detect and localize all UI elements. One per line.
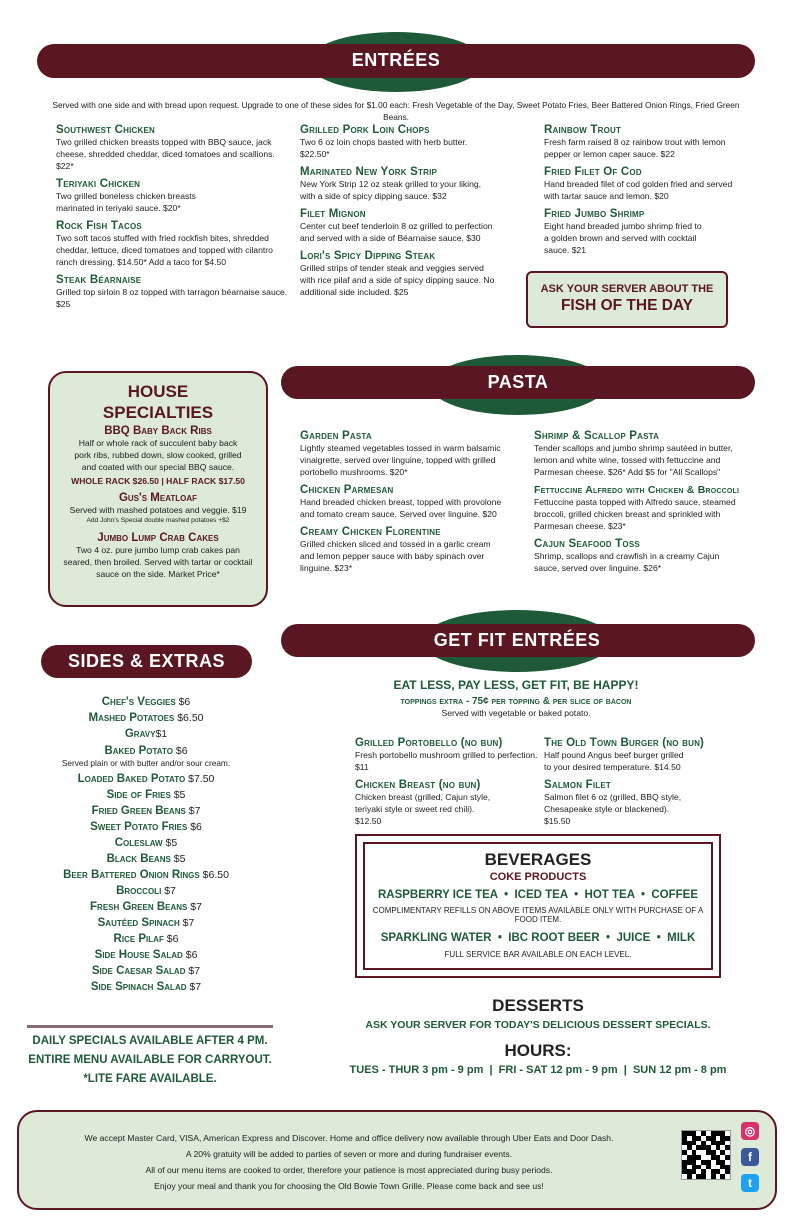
daily-divider	[27, 1025, 273, 1028]
pasta-col-2	[534, 430, 758, 580]
entrees-col-1	[56, 124, 288, 316]
sides-list	[40, 694, 252, 995]
side-price: $7	[182, 917, 195, 929]
house-title-2: SPECIALTIES	[102, 403, 214, 422]
house-item-name: Gus's Meatloaf	[118, 492, 198, 504]
list-item	[300, 166, 496, 202]
list-item	[534, 538, 758, 574]
item-name: Teriyaki Chicken	[56, 178, 141, 190]
item-desc: Grilled chicken sliced and tossed in a garlic cream and lemon pepper sauce with baby spinach over linguine. $23*	[300, 539, 491, 573]
entrees-col-2	[300, 124, 496, 304]
beverages-inner	[363, 842, 713, 970]
item-desc: Chicken breast (grilled, Cajun style, teriyaki style or sweet red chili). $12.50	[355, 792, 491, 826]
list-item	[40, 835, 252, 851]
daily-line-2: ENTIRE MENU AVAILABLE FOR CARRYOUT.	[28, 1054, 272, 1066]
house-item-price: WHOLE RACK $26.50 | HALF RACK $17.50	[71, 476, 245, 486]
list-item	[544, 779, 724, 827]
list-item	[40, 915, 252, 931]
side-price: $1	[155, 728, 168, 740]
item-name: Lori's Spicy Dipping Steak	[300, 250, 436, 262]
getfit-served: Served with vegetable or baked potato.	[441, 708, 591, 718]
daily-line-1: DAILY SPECIALS AVAILABLE AFTER 4 PM.	[32, 1035, 268, 1047]
fish-line-2: FISH OF THE DAY	[560, 297, 694, 314]
list-item	[40, 803, 252, 819]
item-desc: Fresh portobello mushroom grilled to perfection. $11	[355, 750, 538, 772]
list-item	[40, 883, 252, 899]
house-item-name: Jumbo Lump Crab Cakes	[97, 532, 219, 544]
item-desc: Two 6 oz loin chops basted with herb butter. $22.50*	[300, 137, 468, 159]
list-item	[40, 694, 252, 710]
item-name: Chicken Parmesan	[300, 484, 394, 496]
side-price: $7	[164, 885, 176, 897]
side-price: $6.50	[177, 712, 204, 724]
side-price: $6	[175, 745, 188, 757]
item-name: Steak Béarnaise	[56, 274, 142, 286]
item-desc: Tender scallops and jumbo shrimp sautéed in butter, lemon and white wine, tossed with fettuccine and Parmesan cheese. $26* Add $5 for "All Scallops"	[534, 443, 733, 477]
getfit-header	[300, 678, 732, 719]
item-name: Creamy Chicken Florentine	[300, 526, 441, 538]
side-name: Side Spinach Salad	[90, 981, 187, 993]
item-desc: Hand breaded chicken breast, topped with provolone and tomato cream sauce. Served over linguine. $20	[300, 497, 502, 519]
side-price: $7	[189, 981, 202, 993]
side-price: $5	[173, 853, 186, 865]
list-item	[40, 710, 252, 726]
desserts-section	[300, 996, 776, 1076]
list-item	[300, 526, 504, 574]
list-item	[40, 771, 252, 787]
entrees-title: ENTRÉES	[351, 50, 441, 70]
side-price: $6	[185, 949, 198, 961]
house-item-desc: Served with mashed potatoes and veggie. $19	[69, 505, 247, 515]
hours-text: TUES - THUR 3 pm - 9 pm | FRI - SAT 12 pm - 9 pm | SUN 12 pm - 8 pm	[349, 1064, 727, 1076]
list-item	[300, 208, 496, 244]
side-price: $6	[178, 696, 191, 708]
hours-title: HOURS:	[504, 1041, 572, 1060]
item-desc: Grilled top sirloin 8 oz topped with tarragon béarnaise sauce. $25	[56, 287, 288, 309]
pasta-title: PASTA	[487, 372, 549, 392]
side-name: Side of Fries	[106, 789, 171, 801]
footer-line-2: A 20% gratuity will be added to parties of seven or more and during fundraiser events.	[185, 1149, 513, 1159]
desserts-title: DESSERTS	[492, 996, 584, 1015]
item-name: Rainbow Trout	[544, 124, 622, 136]
side-name: Fresh Green Beans	[90, 901, 188, 913]
house-item-desc: Two 4 oz. pure jumbo lump crab cakes pan seared, then broiled. Served with tartar or cocktail sauce on the side. Market Price*	[63, 545, 253, 579]
qr-code-icon[interactable]	[681, 1130, 731, 1180]
entrees-col-3	[544, 124, 744, 262]
item-desc: Two soft tacos stuffed with fried rockfish bites, shredded cheddar, lettuce, diced tomatoes and topped with cilantro ranch dressing. $14.50* Add a taco for $4.50	[56, 233, 273, 267]
item-name: Fettuccine Alfredo with Chicken & Broccoli	[534, 484, 740, 496]
list-item	[20, 867, 272, 883]
beverages-title: BEVERAGES	[484, 850, 592, 869]
fish-line-1: ASK YOUR SERVER ABOUT THE	[540, 283, 714, 295]
list-item	[40, 931, 252, 947]
item-desc: Eight hand breaded jumbo shrimp fried to a golden brown and served with cocktail sauce. $21	[544, 221, 702, 255]
side-name: Side Caesar Salad	[91, 965, 186, 977]
item-desc: Lightly steamed vegetables tossed in warm balsamic vinaigrette, served over linguine, topped with grilled portobello mushrooms. $20*	[300, 443, 501, 477]
list-item	[544, 166, 744, 202]
item-name: Rock Fish Tacos	[56, 220, 142, 232]
sides-title: SIDES & EXTRAS	[67, 651, 226, 671]
list-item	[40, 726, 252, 742]
side-name: Rice Pilaf	[113, 933, 164, 945]
footer-line-3: All of our menu items are cooked to order, therefore your patience is most appreciated during busy periods.	[145, 1165, 553, 1175]
item-name: Grilled Pork Loin Chops	[300, 124, 430, 136]
list-item	[40, 787, 252, 803]
list-item	[534, 484, 758, 532]
item-desc: Fresh farm raised 8 oz rainbow trout with lemon pepper or lemon caper sauce. $22	[544, 137, 726, 159]
daily-specials	[22, 1032, 278, 1089]
daily-line-3: *LITE FARE AVAILABLE.	[83, 1073, 217, 1085]
item-desc: Salmon filet 6 oz (grilled, BBQ style, Chesapeake style or blackened). $15.50	[544, 792, 682, 826]
list-item	[56, 124, 284, 172]
side-note: Served plain or with butter and/or sour cream.	[61, 758, 231, 768]
beverages-box	[355, 834, 721, 978]
item-name: Fried Filet Of Cod	[544, 166, 642, 178]
item-name: Chicken Breast (no bun)	[355, 779, 481, 791]
item-name: Fried Jumbo Shrimp	[544, 208, 645, 220]
list-item	[534, 430, 758, 478]
list-item	[40, 947, 252, 963]
beverages-line-1: RASPBERRY ICE TEA • ICED TEA • HOT TEA • COFFEE	[377, 889, 699, 901]
side-name: Loaded Baked Potato	[77, 773, 186, 785]
list-item	[355, 779, 545, 827]
beverages-bar: FULL SERVICE BAR AVAILABLE ON EACH LEVEL.	[444, 950, 632, 959]
item-name: Grilled Portobello (no bun)	[355, 737, 503, 749]
side-name: Sweet Potato Fries	[90, 821, 188, 833]
item-name: Shrimp & Scallop Pasta	[534, 430, 660, 442]
list-item	[355, 737, 545, 773]
fish-of-the-day-box	[526, 271, 728, 328]
list-item	[300, 124, 496, 160]
list-item	[40, 819, 252, 835]
side-name: Mashed Potatoes	[88, 712, 175, 724]
list-item	[40, 963, 252, 979]
list-item	[544, 737, 724, 773]
side-name: Broccoli	[116, 885, 162, 897]
list-item	[40, 899, 252, 915]
list-item	[40, 744, 252, 758]
footer-text	[49, 1130, 649, 1194]
item-name: Filet Mignon	[300, 208, 366, 220]
side-name: Chef's Veggies	[101, 696, 176, 708]
beverages-line-2: SPARKLING WATER • IBC ROOT BEER • JUICE • MILK	[380, 932, 696, 944]
footer-line-4: Enjoy your meal and thank you for choosing the Old Bowie Town Grille. Please come back and see us!	[154, 1181, 544, 1191]
house-item-desc: Half or whole rack of succulent baby back pork ribs, rubbed down, slow cooked, grilled and coated with our special BBQ sauce.	[74, 438, 242, 472]
side-price: $6.50	[202, 869, 229, 881]
instagram-icon[interactable]: ◎	[741, 1122, 759, 1140]
house-item-name: BBQ Baby Back Ribs	[104, 425, 212, 437]
item-desc: Grilled strips of tender steak and veggies served with rice pilaf and a side of spicy dipping sauce. No additional side included. $25	[300, 263, 495, 297]
item-name: Southwest Chicken	[56, 124, 156, 136]
item-name: Marinated New York Strip	[300, 166, 438, 178]
side-price: $5	[165, 837, 178, 849]
item-desc: Two grilled boneless chicken breasts marinated in teriyaki sauce. $20*	[56, 191, 196, 213]
side-name: Coleslaw	[114, 837, 163, 849]
side-price: $7	[188, 965, 201, 977]
getfit-col-2	[544, 737, 724, 833]
item-name: The Old Town Burger (no bun)	[544, 737, 705, 749]
side-name: Gravy	[124, 728, 156, 740]
item-name: Cajun Seafood Toss	[534, 538, 640, 550]
side-name: Side House Salad	[94, 949, 183, 961]
list-item	[56, 178, 284, 214]
list-item	[300, 430, 504, 478]
side-name: Sautéed Spinach	[97, 917, 180, 929]
entrees-intro: Served with one side and with bread upon request. Upgrade to one of these sides for $1.00 each: Fresh Vegetable of the Day, Sweet Potato Fries, Beer Battered Onion Rings, Fried Green Beans.	[52, 100, 740, 122]
pasta-col-1	[300, 430, 504, 580]
item-desc: Shrimp, scallops and crawfish in a creamy Cajun sauce, served over linguine. $26*	[534, 551, 720, 573]
list-item	[56, 220, 284, 268]
item-desc: Two grilled chicken breasts topped with BBQ sauce, jack cheese, shredded cheddar, diced tomatoes and scallions. $22*	[56, 137, 275, 171]
list-item	[544, 124, 744, 160]
item-desc: Fettuccine pasta topped with Alfredo sauce, steamed broccoli, grilled chicken breast and sprinkled with Parmesan cheese. $23*	[534, 497, 736, 531]
list-item	[40, 851, 252, 867]
list-item	[300, 484, 504, 520]
list-item	[40, 979, 252, 995]
item-desc: New York Strip 12 oz steak grilled to your liking, with a side of spicy dipping sauce. $32	[300, 179, 482, 201]
list-item	[544, 208, 744, 256]
beverages-subtitle: COKE PRODUCTS	[489, 871, 587, 883]
side-name: Beer Battered Onion Rings	[63, 869, 200, 881]
side-price: $7	[188, 805, 201, 817]
getfit-title: GET FIT ENTRÉES	[433, 630, 601, 650]
side-price: $7	[190, 901, 202, 913]
house-title-1: HOUSE	[127, 382, 189, 401]
side-price: $7.50	[188, 773, 215, 785]
facebook-icon[interactable]: f	[741, 1148, 759, 1166]
list-item	[56, 274, 288, 310]
item-desc: Hand breaded filet of cod golden fried and served with tartar sauce and lemon. $20	[544, 179, 733, 201]
beverages-refill: COMPLIMENTARY REFILLS ON ABOVE ITEMS AVAILABLE ONLY WITH PURCHASE OF A FOOD ITEM.	[372, 906, 704, 924]
side-name: Fried Green Beans	[91, 805, 186, 817]
house-specialties-box	[48, 371, 268, 607]
item-name: Salmon Filet	[544, 779, 611, 791]
footer-line-1: We accept Master Card, VISA, American Express and Discover. Home and office delivery now available through Uber Eats and Door Dash.	[84, 1133, 614, 1143]
footer-box	[17, 1110, 777, 1210]
item-name: Garden Pasta	[300, 430, 372, 442]
side-price: $6	[190, 821, 202, 833]
getfit-col-1	[355, 737, 545, 833]
getfit-toppings: toppings extra - 75¢ per topping & per slice of bacon	[400, 696, 632, 707]
twitter-icon[interactable]: t	[741, 1174, 759, 1192]
item-desc: Half pound Angus beef burger grilled to your desired temperature. $14.50	[544, 750, 684, 772]
side-name: Black Beans	[106, 853, 171, 865]
side-name: Baked Potato	[104, 745, 173, 757]
house-item-note: Add John's Special double mashed potatoes +$2	[86, 517, 230, 524]
item-desc: Center cut beef tenderloin 8 oz grilled to perfection and served with a side of Béarnaise sauce. $30	[300, 221, 493, 243]
side-price: $5	[173, 789, 186, 801]
desserts-text: ASK YOUR SERVER FOR TODAY'S DELICIOUS DESSERT SPECIALS.	[365, 1019, 711, 1031]
getfit-slogan: EAT LESS, PAY LESS, GET FIT, BE HAPPY!	[393, 678, 639, 692]
side-price: $6	[166, 933, 179, 945]
list-item	[300, 250, 496, 298]
